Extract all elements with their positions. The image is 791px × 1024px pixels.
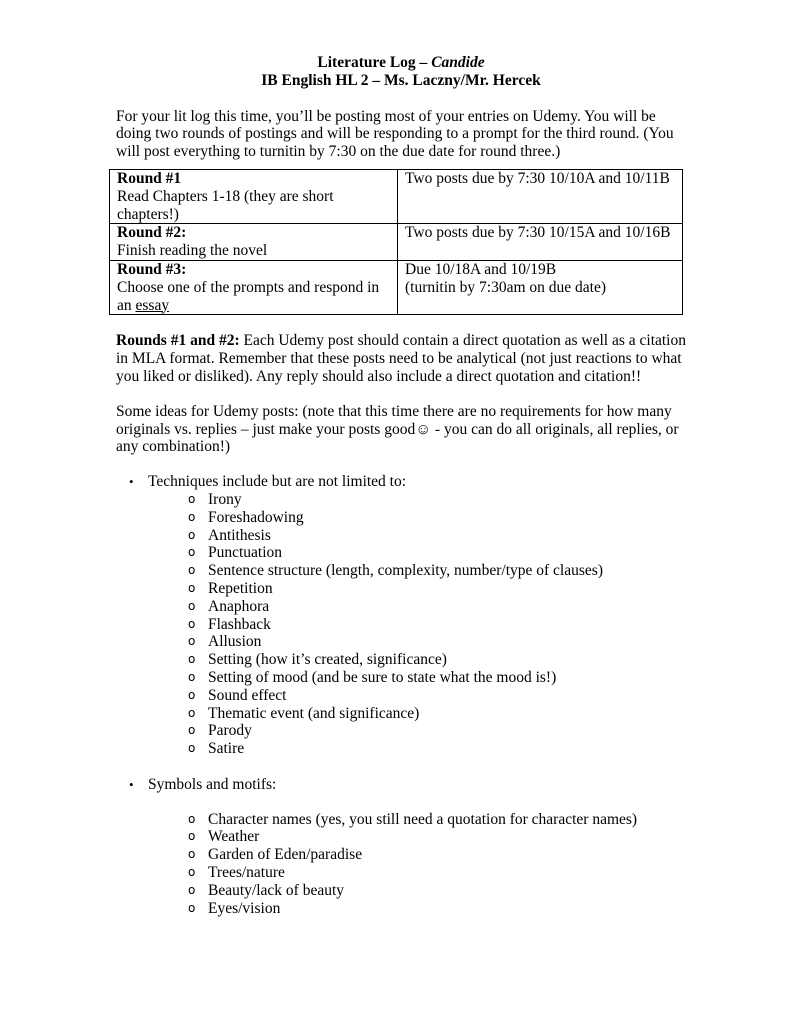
circle-bullet-icon: o — [188, 741, 196, 756]
list-item-text: Eyes/vision — [208, 899, 281, 917]
round-1-due-cell — [398, 169, 683, 223]
circle-bullet-icon: o — [188, 580, 196, 595]
symbols-list — [148, 811, 686, 918]
round-task — [117, 279, 391, 315]
document-page — [116, 54, 686, 917]
symbols-heading: Symbols and motifs: — [148, 775, 277, 793]
circle-bullet-icon: o — [188, 865, 196, 880]
table-row — [110, 260, 683, 314]
spacer — [148, 794, 686, 811]
list-item — [148, 687, 686, 705]
rounds-note-paragraph — [116, 332, 686, 385]
circle-bullet-icon: o — [188, 652, 196, 667]
rounds-table — [109, 169, 683, 315]
document-title — [116, 54, 686, 72]
spacer — [116, 758, 686, 776]
round-label: Round #2: — [117, 224, 187, 242]
list-item — [148, 864, 686, 882]
circle-bullet-icon: o — [188, 723, 196, 738]
techniques-heading: Techniques include but are not limited to: — [148, 473, 407, 491]
list-item-text: Garden of Eden/paradise — [208, 846, 363, 864]
list-item-text: Parody — [208, 722, 252, 740]
list-item — [148, 669, 686, 687]
circle-bullet-icon: o — [188, 900, 196, 915]
list-item-text: Setting of mood (and be sure to state what the mood is!) — [208, 668, 557, 686]
ideas-paragraph: Some ideas for Udemy posts: (note that this time there are no requirements for how many originals vs. replies – just make your posts good☺ - you can do all originals, all replies, or any combination!) — [116, 402, 679, 456]
rounds-note-label: Rounds #1 and #2: — [116, 332, 240, 350]
list-item — [148, 900, 686, 918]
round-3-due-cell — [398, 260, 683, 314]
document-subtitle: IB English HL 2 – Ms. Laczny/Mr. Hercek — [261, 71, 541, 89]
list-item-text: Setting (how it’s created, significance) — [208, 651, 447, 669]
list-item-text: Sound effect — [208, 686, 287, 704]
circle-bullet-icon: o — [188, 598, 196, 613]
list-item-text: Flashback — [208, 615, 271, 633]
idea-list — [116, 473, 686, 917]
bullet-icon: • — [129, 776, 134, 792]
list-item — [148, 580, 686, 598]
list-item — [148, 562, 686, 580]
round-task: Read Chapters 1-18 (they are short chapters!) — [117, 187, 334, 223]
round-task: Finish reading the novel — [117, 242, 268, 260]
round-label: Round #3: — [117, 260, 187, 278]
circle-bullet-icon: o — [188, 545, 196, 560]
circle-bullet-icon: o — [188, 634, 196, 649]
circle-bullet-icon: o — [188, 527, 196, 542]
list-item-text: Irony — [208, 490, 242, 508]
circle-bullet-icon: o — [188, 705, 196, 720]
list-item-text: Beauty/lack of beauty — [208, 881, 345, 899]
list-item — [148, 740, 686, 758]
list-item — [148, 882, 686, 900]
table-row — [110, 224, 683, 261]
list-item-text: Repetition — [208, 579, 273, 597]
list-item — [148, 846, 686, 864]
round-2-due-cell — [398, 224, 683, 261]
circle-bullet-icon: o — [188, 811, 196, 826]
intro-paragraph: For your lit log this time, you’ll be posting most of your entries on Udemy. You will be doing two rounds of postings and will be responding to a prompt for the third round. (You will post everything to turnitin by 7:30 on the due date for round three.) — [116, 107, 674, 161]
list-item-text: Anaphora — [208, 597, 270, 615]
list-item-text: Thematic event (and significance) — [208, 704, 420, 722]
list-item — [148, 722, 686, 740]
round-due: Two posts due by 7:30 10/10A and 10/11B — [405, 169, 670, 187]
circle-bullet-icon: o — [188, 616, 196, 631]
list-item-text: Punctuation — [208, 544, 283, 562]
table-row — [110, 169, 683, 223]
list-item-text: Trees/nature — [208, 864, 285, 882]
list-item-text: Weather — [208, 828, 260, 846]
circle-bullet-icon: o — [188, 882, 196, 897]
round-due: Two posts due by 7:30 10/15A and 10/16B — [405, 224, 671, 242]
list-item — [148, 828, 686, 846]
essay-link[interactable]: essay — [135, 296, 170, 314]
list-item — [148, 633, 686, 651]
list-item — [148, 705, 686, 723]
list-item-text: Satire — [208, 740, 245, 758]
circle-bullet-icon: o — [188, 829, 196, 844]
circle-bullet-icon: o — [188, 491, 196, 506]
list-item — [148, 509, 686, 527]
round-2-cell — [110, 224, 398, 261]
list-item-text: Antithesis — [208, 526, 271, 544]
round-1-cell — [110, 169, 398, 223]
rounds-note-text: Each Udemy post should contain a direct quotation as well as a citation in MLA format. Remember that these posts need to be analytical (not just reactions to what you liked or disliked). Any reply should also include a direct quotation and citation!! — [116, 332, 686, 385]
round-task-text: Choose one of the prompts and respond in an — [117, 278, 380, 314]
round-3-cell — [110, 260, 398, 314]
list-item-text: Foreshadowing — [208, 508, 304, 526]
circle-bullet-icon: o — [188, 509, 196, 524]
circle-bullet-icon: o — [188, 687, 196, 702]
circle-bullet-icon: o — [188, 563, 196, 578]
bullet-icon: • — [129, 474, 134, 490]
list-item — [116, 776, 686, 918]
title-book: Candide — [431, 54, 485, 71]
round-due: Due 10/18A and 10/19B — [405, 260, 557, 278]
list-item — [148, 811, 686, 829]
list-item — [148, 527, 686, 545]
title-prefix: Literature Log – — [317, 54, 432, 71]
circle-bullet-icon: o — [188, 847, 196, 862]
list-item — [148, 598, 686, 616]
list-item — [148, 651, 686, 669]
list-item-text: Character names (yes, you still need a quotation for character names) — [208, 810, 638, 828]
techniques-list — [148, 491, 686, 758]
round-label: Round #1 — [117, 169, 182, 187]
list-item — [148, 544, 686, 562]
list-item — [148, 616, 686, 634]
round-due-note: (turnitin by 7:30am on due date) — [405, 278, 607, 296]
list-item-text: Sentence structure (length, complexity, number/type of clauses) — [208, 562, 603, 580]
circle-bullet-icon: o — [188, 669, 196, 684]
list-item-text: Allusion — [208, 633, 262, 651]
list-item — [116, 473, 686, 758]
list-item — [148, 491, 686, 509]
